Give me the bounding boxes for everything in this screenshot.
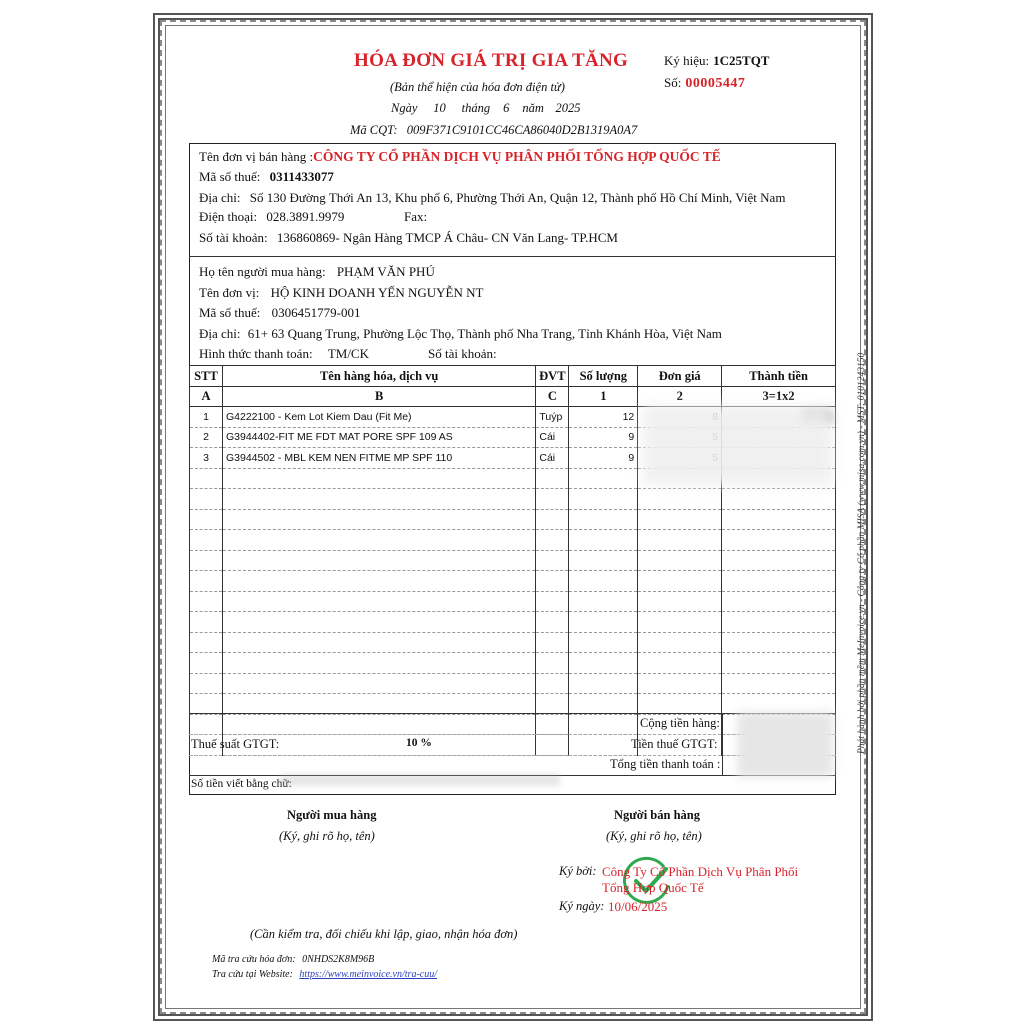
buyer-unit-label: Tên đơn vị:: [199, 285, 260, 300]
buyer-sign-hint: (Ký, ghi rõ họ, tên): [279, 829, 375, 843]
table-cell-empty: [536, 612, 569, 633]
ma-cqt: [350, 123, 637, 138]
table-cell-empty: [536, 653, 569, 674]
table-row-empty: [190, 550, 836, 571]
date-nam-label: năm: [522, 101, 544, 115]
col-header: STT: [190, 366, 223, 387]
table-row-empty: [190, 591, 836, 612]
signed-date: 10/06/2025: [608, 899, 668, 914]
table-cell-empty: [190, 550, 223, 571]
table-cell-empty: [569, 489, 638, 510]
date-ngay-label: Ngày: [391, 101, 418, 115]
vat-rate-value: 10 %: [406, 737, 432, 749]
table-cell-empty: [536, 694, 569, 715]
seller-address: Số 130 Đường Thới An 13, Khu phố 6, Phường Thới An, Quận 12, Thành phố Hồ Chí Minh, Việt Nam: [249, 190, 786, 205]
cell-name: G4222100 - Kem Lot Kiem Dau (Fit Me): [222, 407, 535, 428]
cell-name: G3944402-FIT ME FDT MAT PORE SPF 109 AS: [222, 427, 535, 448]
seller-name-row: [199, 149, 721, 165]
vertical-text: Phát hành bởi phần mềm MeInvoice.vn - Công ty Cổ phần MISA (www.misa.com.vn) - MST: 0101243150: [857, 352, 867, 754]
seller-address-label: Địa chỉ:: [199, 190, 241, 205]
ky-hieu: [664, 53, 769, 69]
table-cell-empty: [222, 468, 535, 489]
buyer-row: [199, 264, 435, 280]
table-cell-empty: [536, 489, 569, 510]
table-cell-empty: [222, 571, 535, 592]
seller-tax-row: [199, 169, 334, 185]
ky-hieu-value: 1C25TQT: [713, 53, 770, 68]
so-value: 00005447: [685, 76, 746, 91]
table-cell-empty: [638, 509, 722, 530]
cell-name: G3944502 - MBL KEM NEN FITME MP SPF 110: [222, 448, 535, 469]
col-header: Đơn giá: [638, 366, 722, 387]
invoice-number: [664, 75, 745, 92]
totals-divider: [722, 713, 723, 775]
date-month: 6: [503, 101, 510, 115]
cell-qty: 12: [569, 407, 638, 428]
payment-value: TM/CK: [327, 346, 369, 361]
buyer-name: PHẠM VĂN PHÚ: [336, 264, 435, 279]
table-cell-empty: [722, 571, 836, 592]
table-cell-empty: [190, 714, 223, 735]
payment-label: Hình thức thanh toán:: [199, 346, 313, 361]
lookup-code-label: Mã tra cứu hóa đơn:: [212, 954, 296, 965]
lookup-site-row: [212, 969, 437, 980]
table-row-empty: [190, 632, 836, 653]
table-cell-empty: [536, 530, 569, 551]
table-cell-empty: [638, 612, 722, 633]
invoice-subtitle: (Bản thể hiện của hóa đơn điện tử): [390, 80, 565, 94]
table-cell-empty: [638, 653, 722, 674]
totals-redacted: [737, 712, 833, 777]
table-cell-empty: [222, 612, 535, 633]
seller-sign-hint: (Ký, ghi rõ họ, tên): [606, 829, 702, 843]
seller-account-row: [199, 230, 618, 246]
table-row-empty: [190, 489, 836, 510]
seller-fax-label: Fax:: [404, 209, 428, 224]
buyer-unit: HỘ KINH DOANH YẾN NGUYỄN NT: [270, 285, 484, 300]
table-cell-empty: [222, 632, 535, 653]
invoice-date: [391, 101, 589, 116]
table-row-empty: [190, 653, 836, 674]
buyer-label: Họ tên người mua hàng:: [199, 264, 326, 279]
ma-cqt-value: 009F371C9101CC46CA86040D2B1319A0A7: [406, 123, 638, 137]
cell-unit: Tuýp: [536, 407, 569, 428]
table-cell-empty: [190, 468, 223, 489]
cell-qty: 9: [569, 427, 638, 448]
seller-phone-label: Điện thoại:: [199, 209, 258, 224]
table-row-empty: [190, 694, 836, 715]
table-cell-empty: [638, 632, 722, 653]
table-cell-empty: [569, 530, 638, 551]
seller-name-label: Tên đơn vị bán hàng :: [199, 149, 314, 164]
buyer-unit-row: [199, 285, 483, 301]
table-cell-empty: [222, 530, 535, 551]
buyer-tax-row: [199, 305, 360, 321]
table-cell-empty: [222, 714, 535, 735]
table-cell-empty: [536, 673, 569, 694]
table-cell-empty: [722, 632, 836, 653]
seller-tax: 0311433077: [269, 169, 334, 184]
buyer-payment-row: [199, 346, 369, 362]
table-cell-empty: [190, 509, 223, 530]
seller-account-label: Số tài khoản:: [199, 230, 268, 245]
signed-date-label: Ký ngày:: [559, 899, 605, 913]
in-words-label: Số tiền viết bằng chữ:: [191, 778, 292, 790]
ma-cqt-label: Mã CQT:: [350, 123, 398, 137]
table-cell-empty: [569, 571, 638, 592]
date-thang-label: tháng: [461, 101, 491, 115]
table-cell-empty: [569, 735, 638, 756]
col-subheader: C: [536, 387, 569, 407]
table-cell-empty: [638, 673, 722, 694]
table-row-empty: [190, 509, 836, 530]
col-header: ĐVT: [536, 366, 569, 387]
amounts-redacted: [643, 405, 833, 485]
cell-stt: 1: [190, 407, 223, 428]
col-subheader: B: [222, 387, 535, 407]
table-cell-empty: [569, 591, 638, 612]
seller-phone-row: [199, 209, 344, 225]
buyer-sign-title: Người mua hàng: [287, 808, 377, 822]
seller-account: 136860869- Ngân Hàng TMCP Á Châu- CN Văn Lang- TP.HCM: [276, 230, 618, 245]
cell-qty: 9: [569, 448, 638, 469]
table-cell-empty: [569, 714, 638, 735]
lookup-code: 0NHDS2K8M96B: [302, 954, 375, 965]
buyer-tax: 0306451779-001: [271, 305, 361, 320]
table-cell-empty: [722, 550, 836, 571]
table-cell-empty: [536, 591, 569, 612]
table-cell-empty: [190, 632, 223, 653]
col-subheader: A: [190, 387, 223, 407]
table-cell-empty: [638, 694, 722, 715]
col-header: Thành tiền: [722, 366, 836, 387]
table-cell-empty: [190, 591, 223, 612]
seller-address-row: [199, 190, 785, 206]
table-cell-empty: [569, 509, 638, 530]
table-row-empty: [190, 612, 836, 633]
table-cell-empty: [722, 509, 836, 530]
table-cell-empty: [569, 468, 638, 489]
subtotal-label: Cộng tiền hàng:: [640, 716, 720, 730]
signed-by-line2: Tổng Hợp Quốc Tế: [602, 880, 704, 895]
table-cell-empty: [222, 694, 535, 715]
table-cell-empty: [536, 509, 569, 530]
signed-by-line1: Công Ty Cổ Phần Dịch Vụ Phân Phối: [602, 864, 799, 879]
table-cell-empty: [638, 591, 722, 612]
table-cell-empty: [569, 550, 638, 571]
so-label: Số:: [664, 75, 682, 90]
table-cell-empty: [536, 735, 569, 756]
table-cell-empty: [190, 571, 223, 592]
table-cell-empty: [569, 673, 638, 694]
invoice-title: HÓA ĐƠN GIÁ TRỊ GIA TĂNG: [354, 50, 629, 71]
col-subheader: 1: [569, 387, 638, 407]
cell-unit: Cái: [536, 448, 569, 469]
col-header: Số lượng: [569, 366, 638, 387]
table-cell-empty: [222, 489, 535, 510]
cell-stt: 3: [190, 448, 223, 469]
table-cell-empty: [190, 612, 223, 633]
seller-sign-title: Người bán hàng: [614, 808, 700, 822]
seller-tax-label: Mã số thuế:: [199, 169, 261, 184]
table-subheader-row: [190, 387, 836, 407]
verification-note: (Cần kiểm tra, đối chiếu khi lập, giao, nhận hóa đơn): [250, 927, 518, 941]
table-cell-empty: [222, 550, 535, 571]
vat-rate-label: Thuế suất GTGT:: [191, 737, 280, 751]
table-row-empty: [190, 530, 836, 551]
cell-stt: 2: [190, 427, 223, 448]
table-cell-empty: [722, 653, 836, 674]
col-subheader: 3=1x2: [722, 387, 836, 407]
table-cell-empty: [569, 653, 638, 674]
col-subheader: 2: [638, 387, 722, 407]
table-cell-empty: [722, 612, 836, 633]
table-header-row: [190, 366, 836, 387]
table-cell-empty: [222, 673, 535, 694]
table-cell-empty: [536, 468, 569, 489]
table-cell-empty: [190, 489, 223, 510]
lookup-site-label: Tra cứu tại Website:: [212, 969, 293, 980]
lookup-site-link[interactable]: https://www.meinvoice.vn/tra-cuu/: [299, 969, 437, 980]
table-cell-empty: [638, 530, 722, 551]
buyer-account-label: Số tài khoản:: [428, 346, 497, 361]
buyer-address-row: [199, 326, 722, 342]
cell-unit: Cái: [536, 427, 569, 448]
table-cell-empty: [569, 694, 638, 715]
vertical-software-note: [845, 274, 867, 754]
seller-buyer-divider: [189, 256, 836, 257]
table-cell-empty: [638, 489, 722, 510]
table-cell-empty: [722, 530, 836, 551]
date-year: 2025: [555, 101, 581, 115]
table-cell-empty: [569, 632, 638, 653]
ky-hieu-label: Ký hiệu:: [664, 53, 710, 68]
table-cell-empty: [190, 653, 223, 674]
table-cell-empty: [190, 673, 223, 694]
signed-by-label: Ký bởi:: [559, 864, 597, 878]
table-row-empty: [190, 571, 836, 592]
table-cell-empty: [536, 550, 569, 571]
table-cell-empty: [190, 530, 223, 551]
buyer-address: 61+ 63 Quang Trung, Phường Lộc Thọ, Thành phố Nha Trang, Tỉnh Khánh Hòa, Việt Nam: [247, 326, 722, 341]
seller-phone: 028.3891.9979: [266, 209, 345, 224]
vat-amount-label: Tiền thuế GTGT:: [631, 737, 718, 751]
table-cell-empty: [536, 632, 569, 653]
date-day: 10: [433, 101, 446, 115]
in-words-redacted: [280, 774, 560, 786]
table-cell-empty: [722, 694, 836, 715]
buyer-address-label: Địa chỉ:: [199, 326, 241, 341]
table-cell-empty: [638, 571, 722, 592]
table-cell-empty: [536, 714, 569, 735]
table-cell-empty: [569, 612, 638, 633]
buyer-tax-label: Mã số thuế:: [199, 305, 261, 320]
table-cell-empty: [222, 591, 535, 612]
table-cell-empty: [722, 489, 836, 510]
table-cell-empty: [222, 653, 535, 674]
table-row-empty: [190, 673, 836, 694]
table-cell-empty: [190, 694, 223, 715]
col-header: Tên hàng hóa, dịch vụ: [222, 366, 535, 387]
grand-total-label: Tổng tiền thanh toán :: [610, 757, 721, 771]
table-cell-empty: [638, 550, 722, 571]
table-cell-empty: [722, 673, 836, 694]
table-cell-empty: [222, 509, 535, 530]
table-cell-empty: [536, 571, 569, 592]
seller-name: CÔNG TY CỔ PHẦN DỊCH VỤ PHÂN PHỐI TỔNG HỢP QUỐC TẾ: [313, 149, 721, 164]
table-cell-empty: [722, 591, 836, 612]
lookup-code-row: [212, 954, 374, 965]
